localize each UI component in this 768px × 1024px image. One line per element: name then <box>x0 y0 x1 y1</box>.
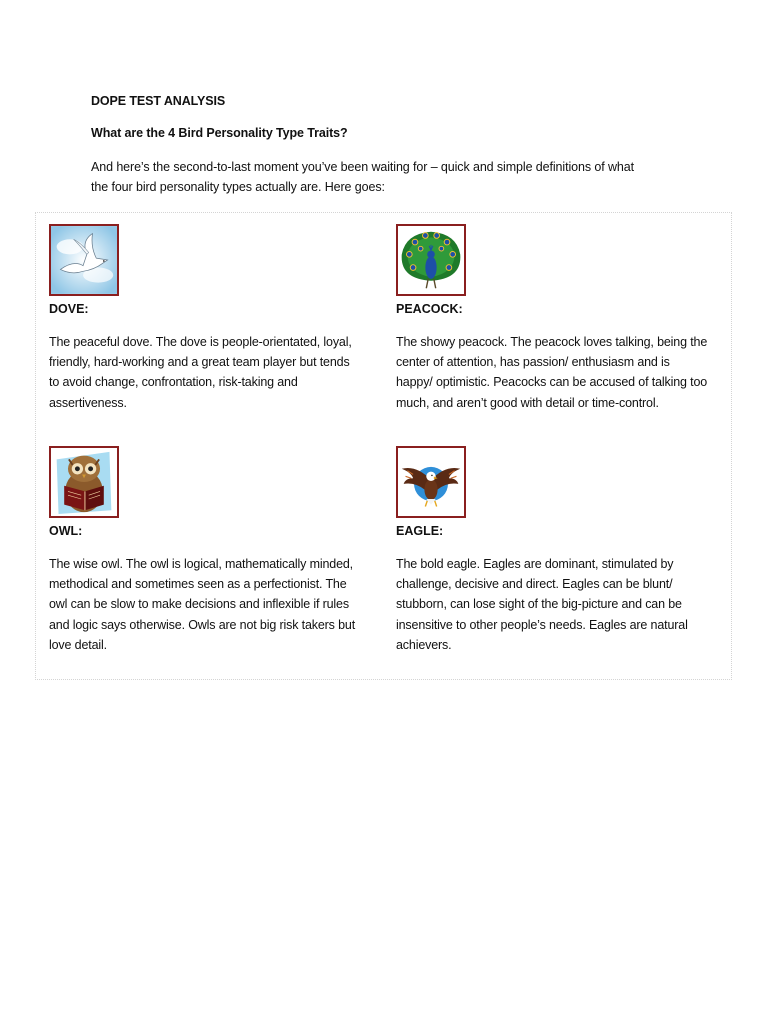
description-line: assertiveness. <box>49 395 127 410</box>
description-line: stubborn, can lose sight of the big-picture and can be <box>396 597 682 612</box>
description-line: and logic says otherwise. Owls are not big risk takers but <box>49 617 356 632</box>
description-line: happy/ optimistic. Peacocks can be accused of talking too <box>396 375 708 390</box>
eagle-icon <box>396 446 466 518</box>
description-line: much, and aren’t good with detail or time-control. <box>396 395 659 410</box>
description-line: The peaceful dove. The dove is people-orientated, loyal, <box>49 335 352 349</box>
description-line: to avoid change, confrontation, risk-taking and <box>49 375 298 390</box>
bird-description <box>396 554 726 655</box>
dove-icon <box>49 224 119 296</box>
description-line: challenge, decisive and direct. Eagles can be blunt/ <box>396 577 673 592</box>
owl-icon <box>49 446 119 518</box>
bird-types-table <box>35 212 732 680</box>
description-line: methodical and sometimes seen as a perfectionist. The <box>49 577 347 592</box>
bird-label: DOVE: <box>49 302 89 316</box>
intro-line: And here’s the second-to-last moment you’ve been waiting for – quick and simple definitions of what <box>91 160 634 174</box>
document-title: DOPE TEST ANALYSIS <box>91 94 226 108</box>
bird-label: OWL: <box>49 524 83 538</box>
bird-description <box>396 332 726 413</box>
intro-line: the four bird personality types actually are. Here goes: <box>91 180 385 194</box>
description-line: achievers. <box>396 637 452 652</box>
description-line: The showy peacock. The peacock loves talking, being the <box>396 335 708 349</box>
description-line: The wise owl. The owl is logical, mathematically minded, <box>49 557 353 571</box>
bird-label: PEACOCK: <box>396 302 463 316</box>
description-line: owl can be slow to make decisions and inflexible if rules <box>49 597 349 612</box>
bird-description <box>49 332 379 413</box>
bird-label: EAGLE: <box>396 524 444 538</box>
peacock-icon <box>396 224 466 296</box>
bird-description <box>49 554 379 655</box>
description-line: love detail. <box>49 637 107 652</box>
document-subtitle: What are the 4 Bird Personality Type Traits? <box>91 126 348 140</box>
description-line: center of attention, has passion/ enthusiasm and is <box>396 355 670 370</box>
description-line: friendly, hard-working and a great team player but tends <box>49 355 350 370</box>
description-line: insensitive to other people’s needs. Eagles are natural <box>396 617 688 632</box>
description-line: The bold eagle. Eagles are dominant, stimulated by <box>396 557 674 571</box>
intro-paragraph <box>91 157 681 197</box>
